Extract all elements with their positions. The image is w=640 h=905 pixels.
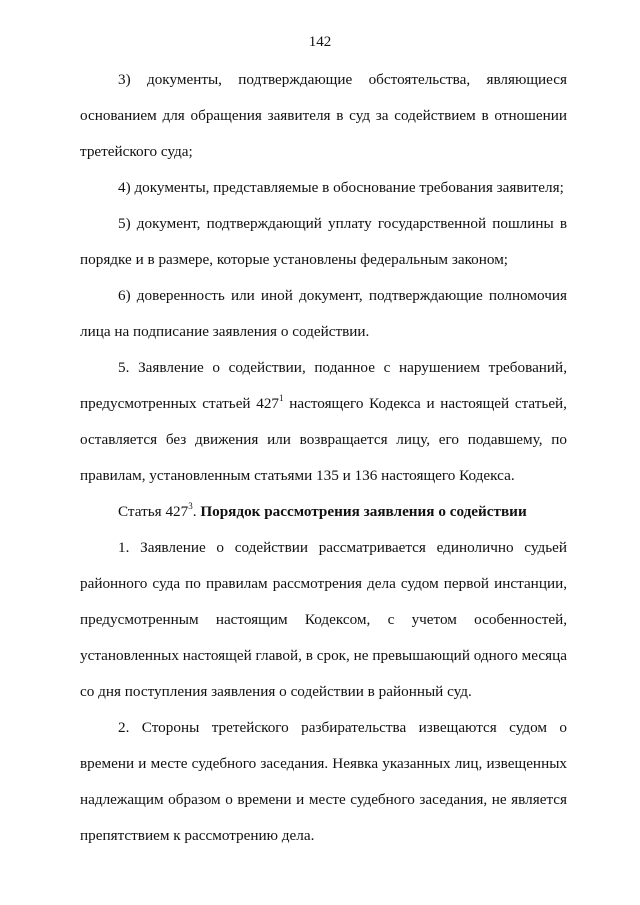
text-line: оставляется без движения или возвращается лицу, его подавшему, по: [80, 431, 567, 448]
text-line: времени и месте судебного заседания. Неявка указанных лиц, извещенных: [80, 755, 567, 772]
text-line: 5. Заявление о содействии, поданное с нарушением требований,: [118, 359, 567, 376]
article-prefix: Статья 427: [118, 503, 189, 520]
text-line: порядке и в размере, которые установлены федеральным законом;: [80, 251, 509, 268]
text-fragment: предусмотренных статьей 427: [80, 395, 280, 412]
article-title: Порядок рассмотрения заявления о содействии: [200, 503, 527, 520]
text-fragment: настоящего Кодекса и настоящей статьей,: [283, 395, 567, 412]
text-line: установленных настоящей главой, в срок, не превышающий одного месяца: [80, 647, 567, 664]
text-line: 5) документ, подтверждающий уплату государственной пошлины в: [118, 215, 567, 232]
page-number: 142: [308, 34, 332, 50]
article-heading: [118, 502, 567, 522]
text-line: 6) доверенность или иной документ, подтверждающие полномочия: [118, 287, 567, 304]
text-line: препятствием к рассмотрению дела.: [80, 827, 315, 844]
text-line: лица на подписание заявления о содействии.: [80, 323, 370, 340]
text-line-with-superscript: [80, 394, 567, 414]
article-superscript: 3: [188, 500, 193, 511]
text-line: со дня поступления заявления о содействии в районный суд.: [80, 683, 472, 700]
text-line: 4) документы, представляемые в обоснование требования заявителя;: [118, 179, 564, 196]
text-line: третейского суда;: [80, 143, 193, 160]
text-line: предусмотренным настоящим Кодексом, с учетом особенностей,: [80, 611, 567, 628]
superscript: 1: [279, 392, 284, 403]
text-line: правилам, установленным статьями 135 и 136 настоящего Кодекса.: [80, 467, 515, 484]
text-line: надлежащим образом о времени и месте судебного заседания, не является: [80, 791, 567, 808]
text-line: 3) документы, подтверждающие обстоятельства, являющиеся: [118, 71, 567, 88]
text-line: основанием для обращения заявителя в суд за содействием в отношении: [80, 107, 567, 124]
article-dot: .: [192, 503, 201, 520]
text-line: 2. Стороны третейского разбирательства извещаются судом о: [118, 719, 567, 736]
text-line: 1. Заявление о содействии рассматривается единолично судьей: [118, 539, 567, 556]
text-line: районного суда по правилам рассмотрения дела судом первой инстанции,: [80, 575, 567, 592]
